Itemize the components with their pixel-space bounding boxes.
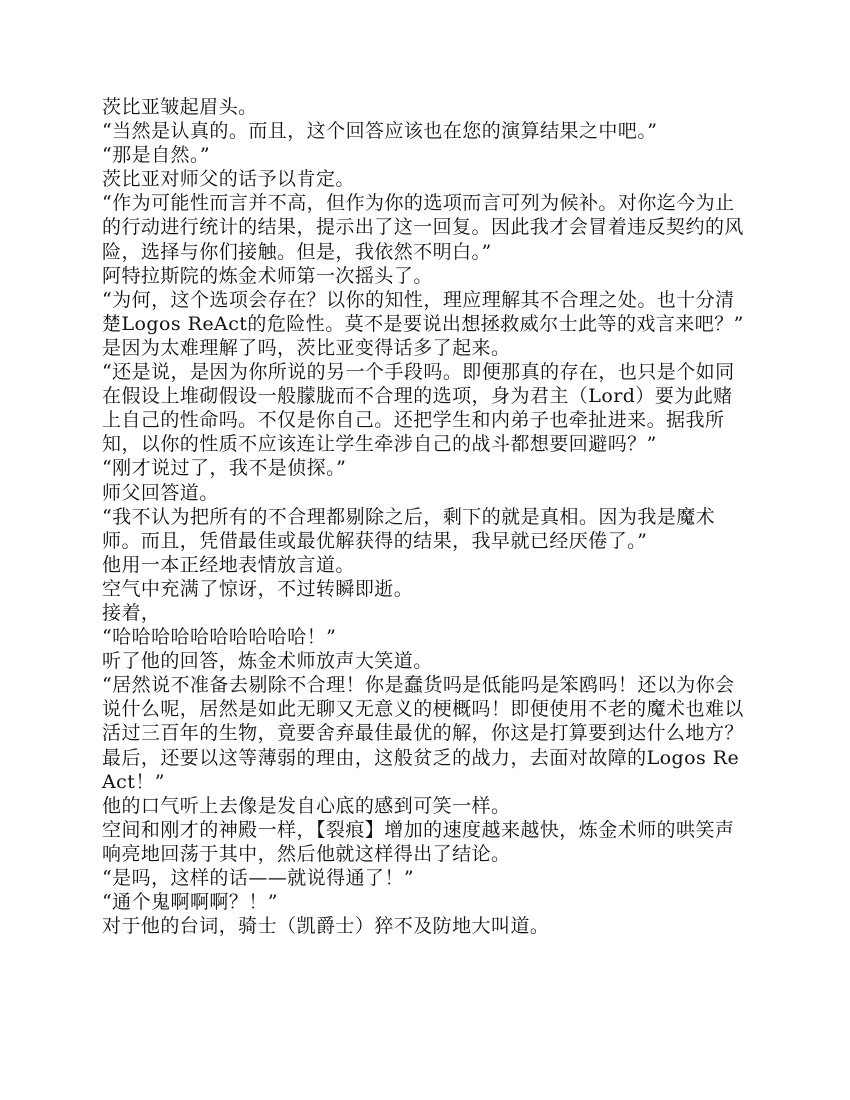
paragraph-12: “我不认为把所有的不合理都剔除之后，剩下的就是真相。因为我是魔术师。而且，凭借最佳或最优解获得的结果，我早就已经厌倦了。”	[102, 505, 716, 552]
paragraph-10: “刚才说过了，我不是侦探。”	[102, 457, 347, 480]
paragraph-14: 空气中充满了惊讶，不过转瞬即逝。	[102, 577, 414, 600]
paragraph-1: 茨比亚皱起眉头。	[102, 96, 258, 118]
body-text	[102, 95, 750, 938]
paragraph-16: “哈哈哈哈哈哈哈哈哈哈！”	[102, 626, 337, 649]
paragraph-23: 对于他的台词，骑士（凯爵士）猝不及防地大叫道。	[102, 915, 550, 938]
paragraph-9: “还是说，是因为你所说的另一个手段吗。即便那真的存在，也只是个如同在假设上堆砌假设一般朦胧而不合理的选项，身为君主（Lord）要为此赌上自己的性命吗。不仅是你自己。还把学生和内弟子也牵扯进来。据我所知，以你的性质不应该连让学生牵涉自己的战斗都想要回避吗？”	[102, 361, 735, 456]
paragraph-18: “居然说不准备去剔除不合理！你是蠢货吗是低能吗是笨鸥吗！还以为你会说什么呢，居然是如此无聊又无意义的梗概吗！即便使用不老的魔术也难以活过三百年的生物，竟要舍弃最佳最优的解，你这是打算要到达什么地方？最后，还要以这等薄弱的理由，这般贫乏的战力，去面对故障的Logos ReAct！”	[102, 674, 744, 793]
paragraph-5: “作为可能性而言并不高，但作为你的选项而言可列为候补。对你迄今为止的行动进行统计的结果，提示出了这一回复。因此我才会冒着违反契约的风险，选择与你们接触。但是，我依然不明白。”	[102, 192, 744, 263]
paragraph-17: 听了他的回答，炼金术师放声大笑道。	[102, 650, 433, 673]
paragraph-13: 他用一本正经地表情放言道。	[102, 553, 355, 576]
paragraph-21: “是吗，这样的话——就说得通了！”	[102, 867, 415, 889]
paragraph-20: 空间和刚才的神殿一样，【裂痕】增加的速度越来越快，炼金术师的哄笑声响亮地回荡于其中，然后他就这样得出了结论。	[102, 818, 735, 865]
paragraph-22: “通个鬼啊啊啊？！”	[102, 891, 278, 914]
paragraph-8: 是因为太难理解了吗，茨比亚变得话多了起来。	[102, 336, 511, 359]
paragraph-6: 阿特拉斯院的炼金术师第一次摇头了。	[102, 264, 433, 287]
paragraph-19: 他的口气听上去像是发自心底的感到可笑一样。	[102, 794, 511, 817]
paragraph-15: 接着，	[102, 601, 161, 624]
paragraph-3: “那是自然。”	[102, 144, 211, 167]
paragraph-4: 茨比亚对师父的话予以肯定。	[102, 168, 355, 191]
paragraph-7: “为何，这个选项会存在？以你的知性，理应理解其不合理之处。也十分清楚Logos ReAct的危险性。莫不是要说出想拯救威尔士此等的戏言来吧？”	[102, 288, 744, 335]
paragraph-11: 师父回答道。	[102, 481, 219, 504]
paragraph-2: “当然是认真的。而且，这个回答应该也在您的演算结果之中吧。”	[102, 120, 658, 143]
